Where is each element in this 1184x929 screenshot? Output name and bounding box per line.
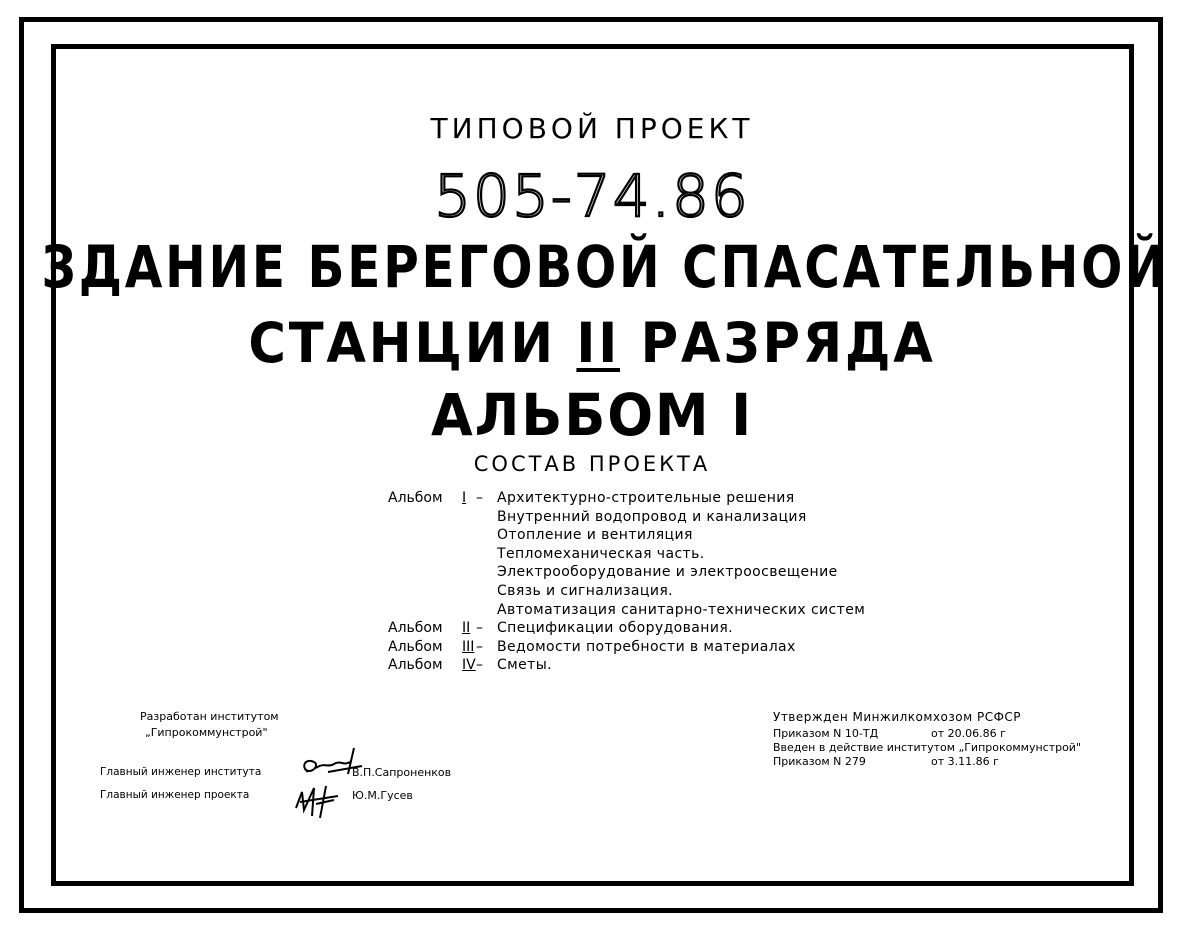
developer-line-2: „Гипрокоммунстрой"	[145, 726, 268, 739]
album-number	[462, 545, 476, 564]
list-item	[388, 619, 865, 638]
album-label: Альбом	[388, 490, 443, 506]
list-item-text: Автоматизация санитарно-технических систем	[497, 601, 866, 618]
approval-date-1: от 20.06.86 г	[931, 727, 1006, 740]
approval-date-2: от 3.11.86 г	[931, 755, 999, 768]
album-number	[462, 582, 476, 601]
dash	[476, 601, 497, 620]
album-label	[388, 563, 462, 582]
album-label	[388, 545, 462, 564]
dash: –	[476, 620, 483, 637]
approval-line-2	[773, 727, 1006, 740]
album-number: III	[462, 638, 475, 655]
album-number	[462, 601, 476, 620]
developer-line-1: Разработан институтом	[140, 710, 279, 723]
list-item-text: Сметы.	[497, 657, 553, 674]
signature-scribble-2	[292, 780, 342, 820]
project-series: ТИПОВОЙ ПРОЕКТ	[430, 112, 754, 145]
dash	[476, 545, 497, 564]
list-item	[388, 526, 865, 545]
list-item-text: Отопление и вентиляция	[497, 527, 693, 544]
approval-line-3: Введен в действие институтом „Гипрокоммунстрой"	[773, 741, 1082, 754]
approval-order-1: Приказом N 10-ТД	[773, 727, 879, 740]
album-label	[388, 582, 462, 601]
album-label: Альбом	[388, 657, 443, 674]
album-label	[388, 601, 462, 620]
album-number: II	[462, 620, 471, 637]
album-title: АЛЬБОМ I	[430, 381, 754, 449]
dash: –	[476, 490, 483, 506]
album-number	[462, 563, 476, 582]
signature-name-1: В.П.Сапроненков	[352, 766, 452, 779]
list-item	[388, 656, 865, 675]
album-number: IV	[462, 657, 476, 674]
list-item-text: Ведомости потребности в материалах	[497, 638, 796, 655]
album-label: Альбом	[388, 620, 443, 637]
list-item-text: Тепломеханическая часть.	[497, 545, 705, 562]
title-line-1: ЗДАНИЕ БЕРЕГОВОЙ СПАСАТЕЛЬНОЙ	[41, 233, 1169, 301]
list-item-text: Архитектурно-строительные решения	[497, 490, 795, 506]
approval-line-4	[773, 755, 999, 768]
list-item-text: Связь и сигнализация.	[497, 582, 673, 599]
composition-list	[388, 489, 865, 675]
title-line-2-b: РАЗРЯДА	[640, 311, 936, 375]
album-number	[462, 526, 476, 545]
list-item	[388, 601, 865, 620]
album-label	[388, 508, 462, 527]
list-item-text: Спецификации оборудования.	[497, 620, 733, 637]
dash	[476, 582, 497, 601]
signature-name-2: Ю.М.Гусев	[352, 789, 413, 802]
dash	[476, 526, 497, 545]
dash: –	[476, 638, 483, 655]
list-item	[388, 638, 865, 657]
title-line-2	[41, 311, 1142, 375]
title-line-2-roman: II	[576, 311, 621, 375]
project-number: 505-74.86	[434, 162, 750, 230]
dash	[476, 563, 497, 582]
list-item	[388, 489, 865, 508]
album-label: Альбом	[388, 638, 443, 655]
approval-line-1: Утвержден Минжилкомхозом РСФСР	[773, 710, 1022, 724]
list-item-text: Внутренний водопровод и канализация	[497, 508, 807, 525]
list-item-text: Электрооборудование и электроосвещение	[497, 564, 838, 581]
signature-role-1: Главный инженер института	[100, 766, 262, 778]
album-label	[388, 526, 462, 545]
list-item	[388, 545, 865, 564]
list-item	[388, 563, 865, 582]
list-item	[388, 508, 865, 527]
approval-order-2: Приказом N 279	[773, 755, 866, 768]
signature-role-2: Главный инженер проекта	[100, 789, 250, 801]
list-item	[388, 582, 865, 601]
signature-scribble-1	[298, 744, 370, 784]
dash: –	[476, 657, 483, 674]
album-number	[462, 508, 476, 527]
title-line-2-a: СТАНЦИИ	[248, 311, 556, 375]
composition-heading: СОСТАВ ПРОЕКТА	[473, 452, 711, 476]
dash	[476, 508, 497, 527]
album-number: I	[462, 490, 467, 506]
